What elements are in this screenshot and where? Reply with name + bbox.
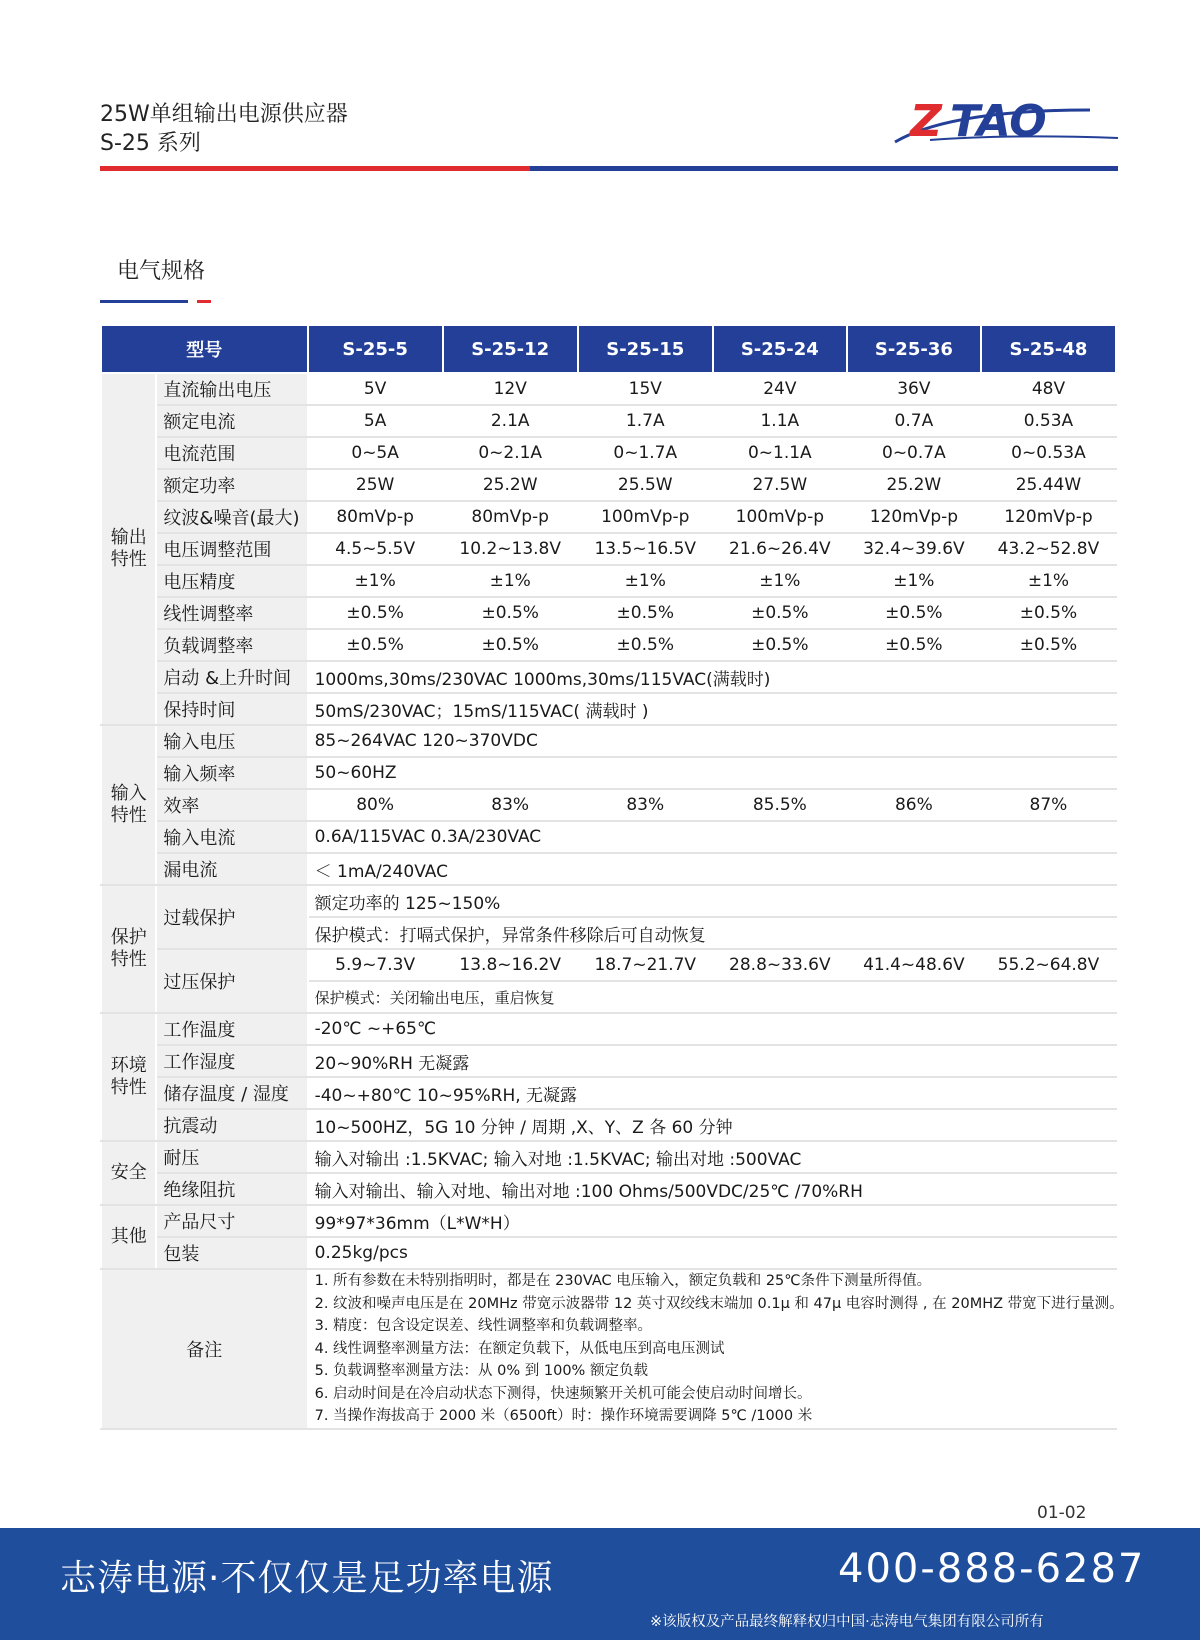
table-cell: 2.1A xyxy=(443,405,578,437)
header-rule xyxy=(100,166,1118,171)
table-row xyxy=(101,1045,1116,1077)
table-cell: 83% xyxy=(578,789,713,821)
row-label: 保持时间 xyxy=(156,693,307,725)
note-item: 6. 启动时间是在冷启动状态下测得，快速频繁开关机可能会使启动时间增长。 xyxy=(314,1385,812,1402)
table-row xyxy=(101,469,1116,501)
table-cell: 120mVp-p xyxy=(847,501,981,533)
table-row xyxy=(101,1173,1116,1205)
table-cell: ±0.5% xyxy=(308,597,443,629)
row-label: 工作温度 xyxy=(156,1013,307,1045)
table-row xyxy=(101,405,1116,437)
category-label: 保护 特性 xyxy=(101,885,156,1013)
table-cell: 保护模式：关闭输出电压，重启恢复 xyxy=(308,981,1116,1013)
table-row xyxy=(101,885,1116,917)
table-cell: 0~5A xyxy=(308,437,443,469)
table-row xyxy=(101,501,1116,533)
table-cell: 50mS/230VAC；15mS/115VAC( 满载时 ) xyxy=(308,693,1116,725)
table-cell: 0~1.1A xyxy=(713,437,847,469)
table-cell: 15V xyxy=(578,373,713,405)
table-cell: 5V xyxy=(308,373,443,405)
table-cell: 18.7~21.7V xyxy=(578,949,713,981)
table-row xyxy=(101,949,1116,981)
spec-table xyxy=(100,324,1124,1430)
table-cell: 21.6~26.4V xyxy=(713,533,847,565)
notes-list xyxy=(308,1269,1124,1429)
table-cell: 25.5W xyxy=(578,469,713,501)
table-cell: ±0.5% xyxy=(308,629,443,661)
table-cell: 25.2W xyxy=(847,469,981,501)
row-label: 电压精度 xyxy=(156,565,307,597)
table-cell: 24V xyxy=(713,373,847,405)
table-cell: 0~1.7A xyxy=(578,437,713,469)
footer-phone: 400-888-6287 xyxy=(838,1546,1146,1592)
table-cell: 0~2.1A xyxy=(443,437,578,469)
notes-label: 备注 xyxy=(101,1269,308,1429)
table-row xyxy=(101,1237,1116,1269)
table-cell: 输入对输出、输入对地、输出对地 :100 Ohms/500VDC/25℃ /70%RH xyxy=(308,1173,1116,1205)
table-cell: 83% xyxy=(443,789,578,821)
table-row xyxy=(101,725,1116,757)
table-cell: ±0.5% xyxy=(981,597,1116,629)
table-cell: 输入对输出 :1.5KVAC; 输入对地 :1.5KVAC; 输出对地 :500VAC xyxy=(308,1141,1116,1173)
table-cell: ±1% xyxy=(713,565,847,597)
row-label: 输入频率 xyxy=(156,757,307,789)
table-row xyxy=(101,853,1116,885)
note-item: 3. 精度：包含设定误差、线性调整率和负载调整率。 xyxy=(314,1318,653,1334)
table-cell: 0.6A/115VAC 0.3A/230VAC xyxy=(308,821,1116,853)
table-cell: 0.7A xyxy=(847,405,981,437)
table-row xyxy=(101,373,1116,405)
table-cell: ±0.5% xyxy=(578,629,713,661)
table-row xyxy=(101,1269,1116,1429)
table-row xyxy=(101,1077,1116,1109)
table-cell: ±0.5% xyxy=(443,629,578,661)
table-cell: 86% xyxy=(847,789,981,821)
row-label: 耐压 xyxy=(156,1141,307,1173)
table-cell: 0~0.7A xyxy=(847,437,981,469)
table-cell: 80% xyxy=(308,789,443,821)
table-cell: 10~500HZ，5G 10 分钟 / 周期 ,X、Y、Z 各 60 分钟 xyxy=(308,1109,1116,1141)
header-model: 型号 xyxy=(101,325,308,373)
table-cell: ＜ 1mA/240VAC xyxy=(308,853,1116,885)
category-label: 其他 xyxy=(101,1205,156,1269)
table-cell: 27.5W xyxy=(713,469,847,501)
row-label: 电流范围 xyxy=(156,437,307,469)
header-col: S-25-48 xyxy=(981,325,1116,373)
table-cell: 85~264VAC 120~370VDC xyxy=(308,725,1116,757)
row-label: 负载调整率 xyxy=(156,629,307,661)
row-label: 额定功率 xyxy=(156,469,307,501)
row-label: 输入电流 xyxy=(156,821,307,853)
table-cell: 1.1A xyxy=(713,405,847,437)
table-row xyxy=(101,597,1116,629)
table-cell: 13.8~16.2V xyxy=(443,949,578,981)
row-label: 漏电流 xyxy=(156,853,307,885)
table-cell: -20℃ ~+65℃ xyxy=(308,1013,1116,1045)
table-cell: 36V xyxy=(847,373,981,405)
table-cell: 50~60HZ xyxy=(308,757,1116,789)
table-cell: 12V xyxy=(443,373,578,405)
table-cell: 28.8~33.6V xyxy=(713,949,847,981)
row-label: 产品尺寸 xyxy=(156,1205,307,1237)
table-cell: 87% xyxy=(981,789,1116,821)
table-cell: 额定功率的 125~150% xyxy=(308,885,1116,917)
row-label: 电压调整范围 xyxy=(156,533,307,565)
table-cell: ±0.5% xyxy=(578,597,713,629)
table-cell: 80mVp-p xyxy=(443,501,578,533)
row-label: 输入电压 xyxy=(156,725,307,757)
svg-text:Z: Z xyxy=(910,96,942,147)
table-cell: ±1% xyxy=(981,565,1116,597)
header-col: S-25-24 xyxy=(713,325,847,373)
header-col: S-25-15 xyxy=(578,325,713,373)
table-cell: ±1% xyxy=(443,565,578,597)
table-cell: ±1% xyxy=(578,565,713,597)
table-cell: 48V xyxy=(981,373,1116,405)
table-cell: 20~90%RH 无凝露 xyxy=(308,1045,1116,1077)
table-cell: 4.5~5.5V xyxy=(308,533,443,565)
table-cell: 1000ms,30ms/230VAC 1000ms,30ms/115VAC(满载时) xyxy=(308,661,1116,693)
category-label: 安全 xyxy=(101,1141,156,1205)
row-label: 线性调整率 xyxy=(156,597,307,629)
category-label: 输入 特性 xyxy=(101,725,156,885)
category-label: 环境 特性 xyxy=(101,1013,156,1141)
table-cell: ±0.5% xyxy=(847,629,981,661)
note-item: 4. 线性调整率测量方法：在额定负载下，从低电压到高电压测试 xyxy=(314,1340,725,1357)
table-row xyxy=(101,789,1116,821)
table-cell: 5A xyxy=(308,405,443,437)
table-cell: 25.44W xyxy=(981,469,1116,501)
table-cell: 80mVp-p xyxy=(308,501,443,533)
section-underline-accent xyxy=(197,300,211,303)
table-cell: ±0.5% xyxy=(713,629,847,661)
table-cell: 5.9~7.3V xyxy=(308,949,443,981)
footer-copyright: ※该版权及产品最终解释权归中国·志涛电气集团有限公司所有 xyxy=(650,1614,1044,1630)
table-cell: 32.4~39.6V xyxy=(847,533,981,565)
table-row xyxy=(101,565,1116,597)
table-cell: 41.4~48.6V xyxy=(847,949,981,981)
table-cell: 13.5~16.5V xyxy=(578,533,713,565)
table-row xyxy=(101,629,1116,661)
row-label: 抗震动 xyxy=(156,1109,307,1141)
category-label: 输出 特性 xyxy=(101,373,156,725)
table-cell: 1.7A xyxy=(578,405,713,437)
note-item: 7. 当操作海拔高于 2000 米（6500ft）时：操作环境需要调降 5℃ /1000 米 xyxy=(314,1408,813,1424)
table-cell: 0.25kg/pcs xyxy=(308,1237,1116,1269)
footer-bar xyxy=(0,1528,1200,1640)
row-label: 直流输出电压 xyxy=(156,373,307,405)
row-label: 额定电流 xyxy=(156,405,307,437)
table-row xyxy=(101,693,1116,725)
row-label: 过载保护 xyxy=(156,885,307,949)
table-row xyxy=(101,661,1116,693)
table-cell: 100mVp-p xyxy=(713,501,847,533)
footer-slogan: 志涛电源·不仅仅是足功率电源 xyxy=(60,1558,554,1599)
table-cell: 25W xyxy=(308,469,443,501)
section-title: 电气规格 xyxy=(117,259,206,284)
table-cell: ±1% xyxy=(308,565,443,597)
table-cell: ±0.5% xyxy=(713,597,847,629)
table-cell: -40~+80℃ 10~95%RH, 无凝露 xyxy=(308,1077,1116,1109)
table-cell: 100mVp-p xyxy=(578,501,713,533)
table-cell: 85.5% xyxy=(713,789,847,821)
row-label: 启动 &上升时间 xyxy=(156,661,307,693)
table-row xyxy=(101,1013,1116,1045)
row-label: 纹波&噪音(最大) xyxy=(156,501,307,533)
table-cell: 10.2~13.8V xyxy=(443,533,578,565)
table-cell: 0~0.53A xyxy=(981,437,1116,469)
table-cell: ±0.5% xyxy=(981,629,1116,661)
page-number: 01-02 xyxy=(1037,1503,1087,1523)
table-cell: ±0.5% xyxy=(443,597,578,629)
row-label: 储存温度 / 湿度 xyxy=(156,1077,307,1109)
table-cell: 保护模式：打嗝式保护，异常条件移除后可自动恢复 xyxy=(308,917,1116,949)
table-cell: ±0.5% xyxy=(847,597,981,629)
svg-text:TAO: TAO xyxy=(950,96,1047,147)
table-row xyxy=(101,757,1116,789)
table-row xyxy=(101,821,1116,853)
row-label: 绝缘阻抗 xyxy=(156,1173,307,1205)
table-cell: 43.2~52.8V xyxy=(981,533,1116,565)
note-item: 1. 所有参数在未特别指明时，都是在 230VAC 电压输入，额定负载和 25℃条件下测量所得值。 xyxy=(314,1273,932,1289)
row-label: 工作湿度 xyxy=(156,1045,307,1077)
note-item: 5. 负载调整率测量方法：从 0% 到 100% 额定负载 xyxy=(314,1363,648,1379)
header-col: S-25-36 xyxy=(847,325,981,373)
table-header-row xyxy=(101,325,1116,373)
row-label: 效率 xyxy=(156,789,307,821)
document-title xyxy=(100,100,348,158)
row-label: 包装 xyxy=(156,1237,307,1269)
row-label: 过压保护 xyxy=(156,949,307,1013)
table-cell: 120mVp-p xyxy=(981,501,1116,533)
title-line-1: 25W单组输出电源供应器 xyxy=(100,102,348,127)
section-underline xyxy=(100,300,188,303)
ztao-logo xyxy=(890,90,1120,150)
table-cell: 25.2W xyxy=(443,469,578,501)
table-cell: 99*97*36mm（L*W*H） xyxy=(308,1205,1116,1237)
table-row xyxy=(101,533,1116,565)
header-col: S-25-12 xyxy=(443,325,578,373)
table-row xyxy=(101,1141,1116,1173)
header-col: S-25-5 xyxy=(308,325,443,373)
note-item: 2. 纹波和噪声电压是在 20MHz 带宽示波器带 12 英寸双绞线末端加 0.1μ 和 47μ 电容时测得 , 在 20MHZ 带宽下进行量测。 xyxy=(314,1295,1124,1312)
table-row xyxy=(101,1205,1116,1237)
table-cell: 0.53A xyxy=(981,405,1116,437)
table-row xyxy=(101,437,1116,469)
table-cell: 55.2~64.8V xyxy=(981,949,1116,981)
table-row xyxy=(101,1109,1116,1141)
table-cell: ±1% xyxy=(847,565,981,597)
title-line-2: S-25 系列 xyxy=(100,131,201,156)
